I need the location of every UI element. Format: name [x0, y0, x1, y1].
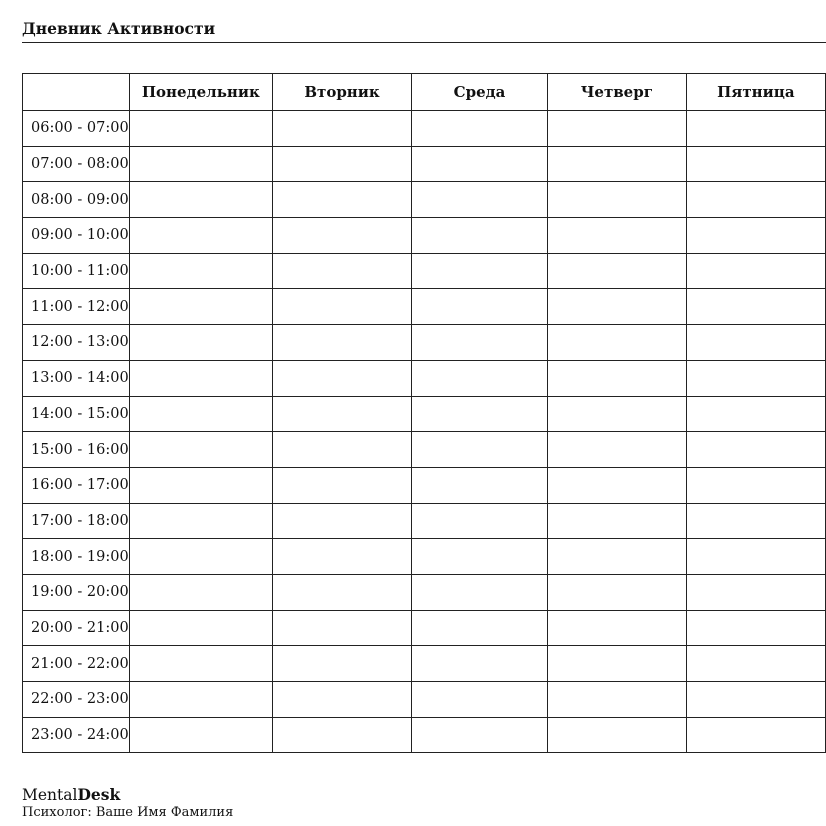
- entry-cell-tuesday[interactable]: [273, 682, 412, 718]
- brand-bold: Desk: [77, 785, 121, 804]
- table-row: [23, 717, 826, 753]
- entry-cell-tuesday[interactable]: [273, 218, 412, 254]
- entry-cell-tuesday[interactable]: [273, 325, 412, 361]
- entry-cell-monday[interactable]: [129, 467, 272, 503]
- table-row: [23, 218, 826, 254]
- entry-cell-thursday[interactable]: [547, 646, 686, 682]
- entry-cell-monday[interactable]: [129, 503, 272, 539]
- entry-cell-friday[interactable]: [686, 289, 825, 325]
- entry-cell-thursday[interactable]: [547, 717, 686, 753]
- time-slot-label: 11:00 - 12:00: [23, 289, 130, 325]
- time-slot-label: 15:00 - 16:00: [23, 432, 130, 468]
- entry-cell-monday[interactable]: [129, 432, 272, 468]
- entry-cell-thursday[interactable]: [547, 467, 686, 503]
- entry-cell-friday[interactable]: [686, 646, 825, 682]
- entry-cell-monday[interactable]: [129, 717, 272, 753]
- entry-cell-wednesday[interactable]: [412, 432, 548, 468]
- entry-cell-friday[interactable]: [686, 717, 825, 753]
- time-slot-label: 12:00 - 13:00: [23, 325, 130, 361]
- entry-cell-thursday[interactable]: [547, 111, 686, 147]
- entry-cell-wednesday[interactable]: [412, 396, 548, 432]
- time-slot-label: 06:00 - 07:00: [23, 111, 130, 147]
- time-slot-label: 08:00 - 09:00: [23, 182, 130, 218]
- entry-cell-tuesday[interactable]: [273, 574, 412, 610]
- table-row: [23, 289, 826, 325]
- time-slot-label: 20:00 - 21:00: [23, 610, 130, 646]
- time-slot-label: 21:00 - 22:00: [23, 646, 130, 682]
- day-header-tuesday: Вторник: [273, 74, 412, 111]
- entry-cell-monday[interactable]: [129, 325, 272, 361]
- entry-cell-monday[interactable]: [129, 289, 272, 325]
- entry-cell-tuesday[interactable]: [273, 396, 412, 432]
- entry-cell-monday[interactable]: [129, 574, 272, 610]
- entry-cell-monday[interactable]: [129, 111, 272, 147]
- table-row: [23, 574, 826, 610]
- table-row: [23, 146, 826, 182]
- entry-cell-wednesday[interactable]: [412, 253, 548, 289]
- psychologist-line: Психолог: Ваше Имя Фамилия: [22, 804, 234, 820]
- entry-cell-wednesday[interactable]: [412, 325, 548, 361]
- entry-cell-monday[interactable]: [129, 253, 272, 289]
- entry-cell-tuesday[interactable]: [273, 717, 412, 753]
- time-slot-label: 23:00 - 24:00: [23, 717, 130, 753]
- entry-cell-wednesday[interactable]: [412, 503, 548, 539]
- entry-cell-friday[interactable]: [686, 325, 825, 361]
- table-row: [23, 111, 826, 147]
- entry-cell-friday[interactable]: [686, 396, 825, 432]
- entry-cell-thursday[interactable]: [547, 289, 686, 325]
- footer: [22, 787, 233, 819]
- entry-cell-tuesday[interactable]: [273, 360, 412, 396]
- entry-cell-tuesday[interactable]: [273, 646, 412, 682]
- time-slot-label: 19:00 - 20:00: [23, 574, 130, 610]
- entry-cell-thursday[interactable]: [547, 253, 686, 289]
- entry-cell-wednesday[interactable]: [412, 182, 548, 218]
- entry-cell-tuesday[interactable]: [273, 539, 412, 575]
- table-row: [23, 467, 826, 503]
- time-slot-label: 10:00 - 11:00: [23, 253, 130, 289]
- title-divider: [22, 42, 826, 43]
- entry-cell-tuesday[interactable]: [273, 503, 412, 539]
- time-slot-label: 18:00 - 19:00: [23, 539, 130, 575]
- entry-cell-thursday[interactable]: [547, 610, 686, 646]
- time-slot-label: 07:00 - 08:00: [23, 146, 130, 182]
- entry-cell-thursday[interactable]: [547, 574, 686, 610]
- table-row: [23, 432, 826, 468]
- entry-cell-monday[interactable]: [129, 396, 272, 432]
- entry-cell-tuesday[interactable]: [273, 253, 412, 289]
- time-slot-label: 22:00 - 23:00: [23, 682, 130, 718]
- entry-cell-wednesday[interactable]: [412, 146, 548, 182]
- entry-cell-wednesday[interactable]: [412, 717, 548, 753]
- entry-cell-friday[interactable]: [686, 182, 825, 218]
- entry-cell-monday[interactable]: [129, 360, 272, 396]
- entry-cell-friday[interactable]: [686, 574, 825, 610]
- entry-cell-wednesday[interactable]: [412, 360, 548, 396]
- entry-cell-wednesday[interactable]: [412, 539, 548, 575]
- page-title: Дневник Активности: [22, 19, 216, 38]
- entry-cell-wednesday[interactable]: [412, 682, 548, 718]
- entry-cell-friday[interactable]: [686, 253, 825, 289]
- time-slot-label: 17:00 - 18:00: [23, 503, 130, 539]
- entry-cell-monday[interactable]: [129, 610, 272, 646]
- entry-cell-monday[interactable]: [129, 646, 272, 682]
- entry-cell-monday[interactable]: [129, 682, 272, 718]
- time-slot-label: 13:00 - 14:00: [23, 360, 130, 396]
- time-slot-label: 16:00 - 17:00: [23, 467, 130, 503]
- entry-cell-friday[interactable]: [686, 467, 825, 503]
- entry-cell-friday[interactable]: [686, 610, 825, 646]
- entry-cell-friday[interactable]: [686, 111, 825, 147]
- table-row: [23, 682, 826, 718]
- entry-cell-thursday[interactable]: [547, 325, 686, 361]
- entry-cell-tuesday[interactable]: [273, 289, 412, 325]
- entry-cell-tuesday[interactable]: [273, 610, 412, 646]
- entry-cell-friday[interactable]: [686, 432, 825, 468]
- entry-cell-tuesday[interactable]: [273, 467, 412, 503]
- entry-cell-friday[interactable]: [686, 360, 825, 396]
- header-row: [23, 74, 826, 111]
- table-row: [23, 610, 826, 646]
- table-row: [23, 253, 826, 289]
- entry-cell-thursday[interactable]: [547, 503, 686, 539]
- entry-cell-tuesday[interactable]: [273, 182, 412, 218]
- entry-cell-thursday[interactable]: [547, 360, 686, 396]
- entry-cell-monday[interactable]: [129, 146, 272, 182]
- table-row: [23, 396, 826, 432]
- brand-logo: [22, 787, 233, 804]
- day-header-monday: Понедельник: [129, 74, 272, 111]
- entry-cell-thursday[interactable]: [547, 182, 686, 218]
- entry-cell-friday[interactable]: [686, 682, 825, 718]
- entry-cell-monday[interactable]: [129, 218, 272, 254]
- table-row: [23, 325, 826, 361]
- entry-cell-thursday[interactable]: [547, 146, 686, 182]
- entry-cell-wednesday[interactable]: [412, 111, 548, 147]
- table-row: [23, 360, 826, 396]
- table-body: [23, 111, 826, 753]
- entry-cell-tuesday[interactable]: [273, 146, 412, 182]
- entry-cell-tuesday[interactable]: [273, 432, 412, 468]
- entry-cell-friday[interactable]: [686, 146, 825, 182]
- time-slot-label: 14:00 - 15:00: [23, 396, 130, 432]
- entry-cell-wednesday[interactable]: [412, 646, 548, 682]
- entry-cell-friday[interactable]: [686, 218, 825, 254]
- entry-cell-friday[interactable]: [686, 503, 825, 539]
- day-header-wednesday: Среда: [412, 74, 548, 111]
- day-header-thursday: Четверг: [547, 74, 686, 111]
- corner-cell: [23, 74, 130, 111]
- entry-cell-friday[interactable]: [686, 539, 825, 575]
- entry-cell-tuesday[interactable]: [273, 111, 412, 147]
- table-row: [23, 539, 826, 575]
- day-header-friday: Пятница: [686, 74, 825, 111]
- entry-cell-wednesday[interactable]: [412, 218, 548, 254]
- activity-table: [22, 73, 826, 753]
- time-slot-label: 09:00 - 10:00: [23, 218, 130, 254]
- entry-cell-thursday[interactable]: [547, 539, 686, 575]
- entry-cell-wednesday[interactable]: [412, 289, 548, 325]
- entry-cell-thursday[interactable]: [547, 396, 686, 432]
- entry-cell-thursday[interactable]: [547, 218, 686, 254]
- entry-cell-thursday[interactable]: [547, 682, 686, 718]
- entry-cell-wednesday[interactable]: [412, 467, 548, 503]
- entry-cell-wednesday[interactable]: [412, 574, 548, 610]
- entry-cell-wednesday[interactable]: [412, 610, 548, 646]
- entry-cell-monday[interactable]: [129, 182, 272, 218]
- entry-cell-thursday[interactable]: [547, 432, 686, 468]
- table-row: [23, 646, 826, 682]
- brand-regular: Mental: [22, 786, 78, 804]
- table-row: [23, 503, 826, 539]
- entry-cell-monday[interactable]: [129, 539, 272, 575]
- table-row: [23, 182, 826, 218]
